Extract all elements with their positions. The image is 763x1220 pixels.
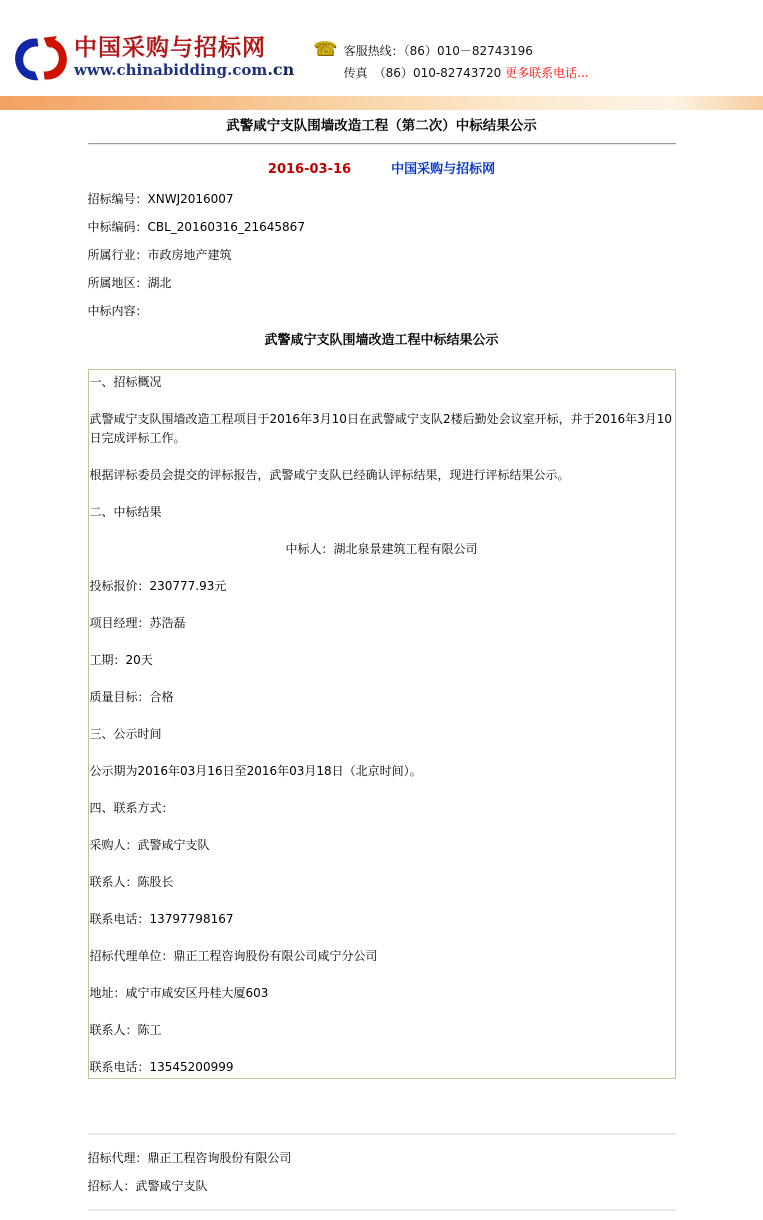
publicity-period-line: 公示期为2016年03月16日至2016年03月18日（北京时间）。 — [89, 764, 422, 778]
contact-block — [313, 40, 589, 84]
meta-award-code: 中标编码：CBL_20160316_21645867 — [87, 220, 305, 234]
meta-industry: 所属行业：市政房地产建筑 — [87, 248, 232, 262]
fax-text: 传真 （86）010-82743720 — [343, 66, 502, 80]
meta-fields — [88, 193, 676, 318]
meta-award-content-label: 中标内容： — [87, 304, 148, 318]
section-1-heading: 一、招标概况 — [89, 375, 162, 389]
site-url — [74, 61, 294, 79]
site-url-suffix: .cn — [267, 60, 295, 79]
chinabidding-logo-icon — [12, 36, 74, 82]
footer-divider-bottom — [88, 1209, 676, 1211]
logo-text — [74, 36, 294, 79]
purchaser-contact-line: 联系人：陈股长 — [89, 875, 174, 889]
agency-phone-line: 联系电话：13545200999 — [89, 1060, 234, 1074]
meta-bid-number: 招标编号：XNWJ2016007 — [87, 192, 234, 206]
site-logo[interactable] — [12, 36, 294, 82]
more-contacts-link[interactable]: 更多联系电话... — [505, 66, 589, 80]
telephone-icon: ☎ — [313, 38, 337, 60]
duration-line: 工期：20天 — [89, 653, 153, 667]
section-2-heading: 二、中标结果 — [89, 505, 162, 519]
announcement-box — [88, 369, 676, 1079]
winner-line: 中标人：湖北泉景建筑工程有限公司 — [285, 542, 478, 556]
dateline — [0, 162, 763, 178]
title-divider — [88, 143, 676, 145]
bid-price-line: 投标报价：230777.93元 — [89, 579, 227, 593]
section-4-heading: 四、联系方式： — [89, 801, 174, 815]
site-header — [0, 0, 763, 96]
site-name: 中国采购与招标网 — [74, 35, 266, 61]
page-title: 武警咸宁支队围墙改造工程（第二次）中标结果公示 — [226, 118, 537, 134]
article — [0, 118, 763, 1211]
overview-paragraph: 武警咸宁支队围墙改造工程项目于2016年3月10日在武警咸宁支队2楼后勤处会议室开标，并于2016年3月10日完成评标工作。 — [89, 412, 673, 445]
announcement-title: 武警咸宁支队围墙改造工程中标结果公示 — [264, 333, 499, 348]
project-manager-line: 项目经理：苏浩磊 — [89, 616, 186, 630]
orange-divider-bar — [0, 96, 763, 110]
footer-divider-top — [88, 1133, 676, 1135]
quality-goal-line: 质量目标：合格 — [89, 690, 174, 704]
purchaser-phone-line: 联系电话：13797798167 — [89, 912, 234, 926]
section-3-heading: 三、公示时间 — [89, 727, 162, 741]
footer-tenderer: 招标人：武警咸宁支队 — [87, 1179, 208, 1193]
purchaser-line: 采购人：武警咸宁支队 — [89, 838, 210, 852]
footer-agent: 招标代理：鼎正工程咨询股份有限公司 — [87, 1151, 292, 1165]
site-url-main: www.chinabidding.com — [74, 61, 268, 79]
evaluation-paragraph: 根据评标委员会提交的评标报告，武警咸宁支队已经确认评标结果，现进行评标结果公示。 — [89, 468, 570, 482]
agency-line: 招标代理单位：鼎正工程咨询股份有限公司咸宁分公司 — [89, 949, 378, 963]
meta-region: 所属地区：湖北 — [87, 276, 172, 290]
agency-contact-line: 联系人：陈工 — [89, 1023, 162, 1037]
agency-address-line: 地址：咸宁市咸安区丹桂大厦603 — [89, 986, 269, 1000]
page-footer — [88, 1133, 676, 1211]
publish-date: 2016-03-16 — [267, 162, 352, 177]
source-site-link[interactable]: 中国采购与招标网 — [391, 162, 496, 177]
hotline-text: 客服热线：（86）010－82743196 — [343, 44, 533, 58]
